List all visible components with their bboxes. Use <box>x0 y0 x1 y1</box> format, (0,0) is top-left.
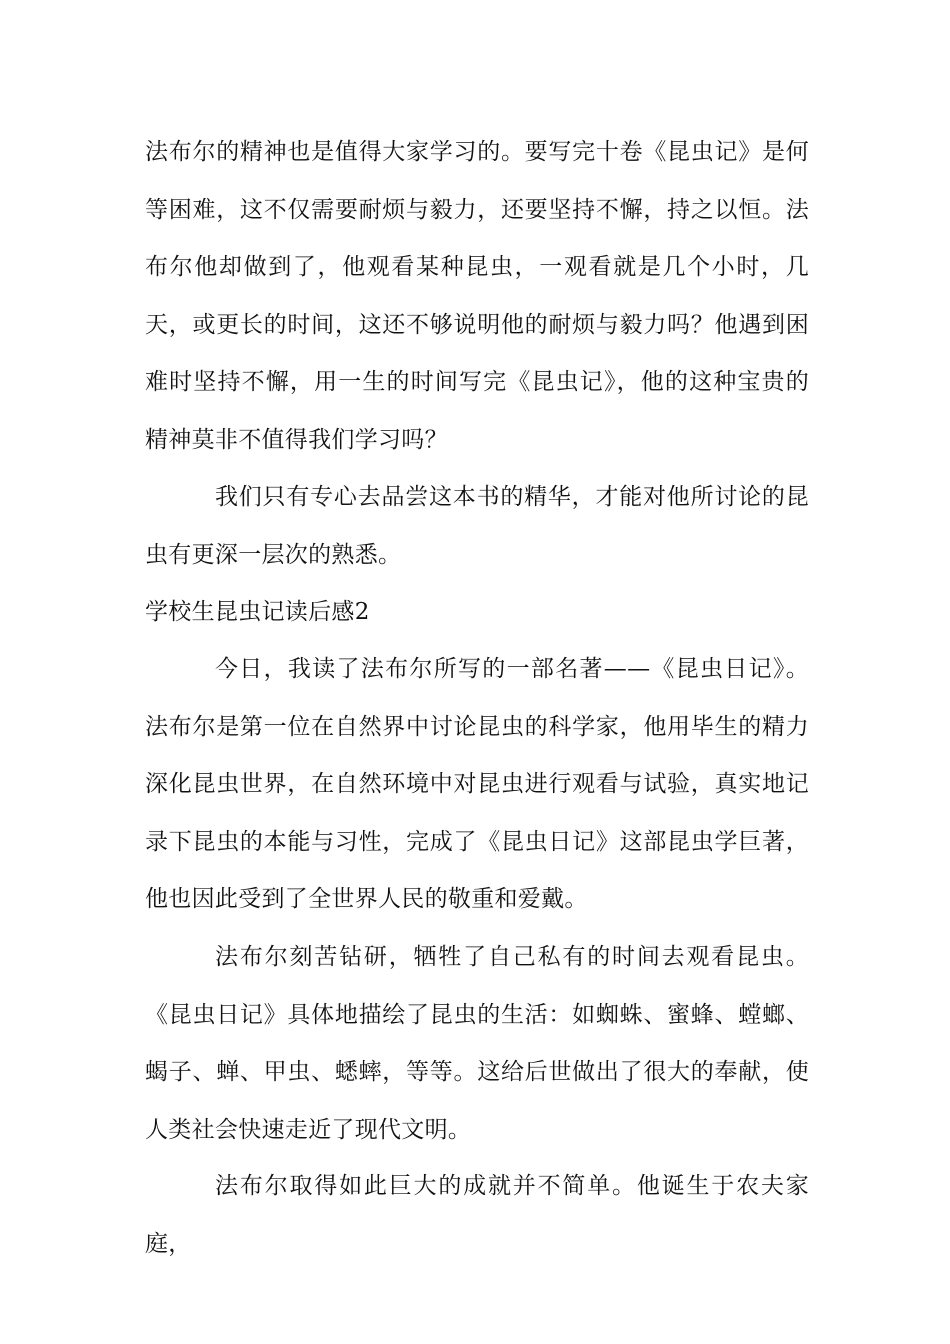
paragraph-fabre-spirit: 法布尔的精神也是值得大家学习的。要写完十卷《昆虫记》是何等困难，这不仅需要耐烦与毅力，还要坚持不懈，持之以恒。法布尔他却做到了，他观看某种昆虫，一观看就是几个小时，几天，或更长的时间，这还不够说明他的耐烦与毅力吗？他遇到困难时坚持不懈，用一生的时间写完《昆虫记》，他的这种宝贵的精神莫非不值得我们学习吗？ <box>145 139 809 453</box>
section-heading: 学校生昆虫记读后感2 <box>145 599 370 625</box>
paragraph-today-read: 今日，我读了法布尔所写的一部名著——《昆虫日记》。法布尔是第一位在自然界中讨论昆虫的科学家，他用毕生的精力深化昆虫世界，在自然环境中对昆虫进行观看与试验，真实地记录下昆虫的本能与习性，完成了《昆虫日记》这部昆虫学巨著，他也因此受到了全世界人民的敬重和爱戴。 <box>145 656 809 912</box>
paragraph-savor-essence: 我们只有专心去品尝这本书的精华，才能对他所讨论的昆虫有更深一层次的熟悉。 <box>145 484 809 568</box>
paragraph-great-achievement: 法布尔取得如此巨大的成就并不简单。他诞生于农夫家庭， <box>145 1173 809 1257</box>
paragraph-diligent-study: 法布尔刻苦钻研，牺牲了自己私有的时间去观看昆虫。《昆虫日记》具体地描绘了昆虫的生活：如蜘蛛、蜜蜂、螳螂、蝎子、蝉、甲虫、蟋蟀，等等。这给后世做出了很大的奉献，使人类社会快速走近了现代文明。 <box>145 944 809 1143</box>
